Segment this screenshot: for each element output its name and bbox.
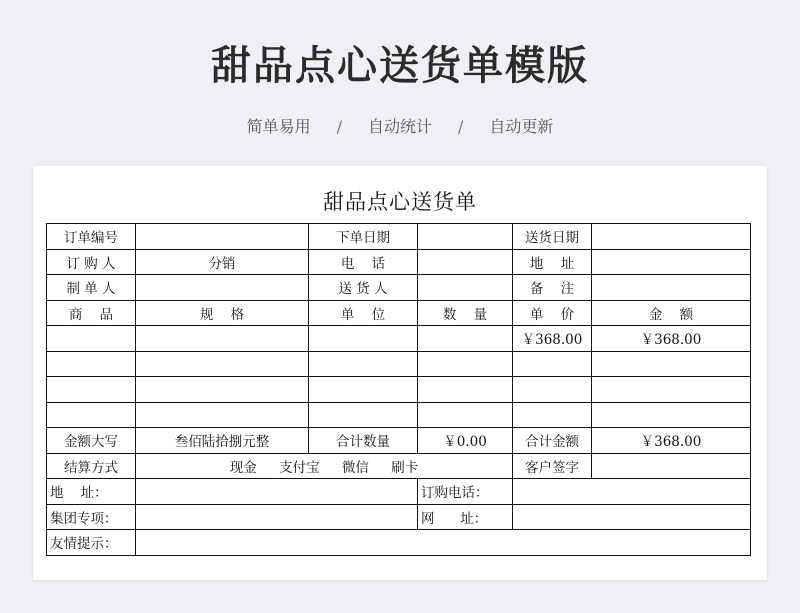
- order-date-label: 下单日期: [309, 224, 418, 250]
- phone-label: 电 话: [309, 249, 418, 275]
- total-amount-value[interactable]: ￥368.00: [592, 428, 751, 454]
- item-qty[interactable]: [418, 377, 513, 403]
- item-qty[interactable]: [418, 326, 513, 352]
- order-date-field[interactable]: [418, 224, 513, 250]
- subtitle-separator: /: [458, 117, 464, 136]
- delivery-date-field[interactable]: [592, 224, 751, 250]
- address-field[interactable]: [592, 249, 751, 275]
- subtitle-row: [0, 114, 800, 137]
- order-no-label: 订单编号: [47, 224, 136, 250]
- col-header-price: 单 价: [513, 300, 592, 326]
- item-spec[interactable]: [136, 402, 309, 428]
- signature-field[interactable]: [592, 453, 751, 479]
- item-row: [47, 377, 751, 403]
- subtitle-auto-update: 自动更新: [489, 117, 554, 136]
- payment-option-alipay[interactable]: 支付宝: [279, 459, 320, 476]
- order-no-field[interactable]: [136, 224, 309, 250]
- remark-field[interactable]: [592, 275, 751, 301]
- item-row: [47, 326, 751, 352]
- maker-label: 制 单 人: [47, 275, 136, 301]
- delivery-date-label: 送货日期: [513, 224, 592, 250]
- total-qty-label: 合计数量: [309, 428, 418, 454]
- footer-row: [47, 479, 751, 505]
- remark-label: 备 注: [513, 275, 592, 301]
- buyer-label: 订 购 人: [47, 249, 136, 275]
- tips-label: 友情提示：: [47, 530, 136, 556]
- item-unit[interactable]: [309, 377, 418, 403]
- settlement-row: [47, 453, 751, 479]
- table-row: [47, 224, 751, 250]
- footer-row: [47, 530, 751, 556]
- group-label: 集团专项：: [47, 504, 136, 530]
- col-header-amount: 金 额: [592, 300, 751, 326]
- table-row: [47, 275, 751, 301]
- col-header-unit: 单 位: [309, 300, 418, 326]
- website-label: 网 址：: [418, 504, 513, 530]
- deliverer-field[interactable]: [418, 275, 513, 301]
- footer-address-label: 地 址：: [47, 479, 136, 505]
- address-label: 地 址: [513, 249, 592, 275]
- subtitle-auto-stats: 自动统计: [367, 117, 432, 136]
- settlement-label: 结算方式: [47, 453, 136, 479]
- signature-label: 客户签字: [513, 453, 592, 479]
- item-amount[interactable]: [592, 351, 751, 377]
- item-product[interactable]: [47, 326, 136, 352]
- settlement-options: [136, 453, 513, 479]
- document-title: 甜品点心送货单: [323, 190, 477, 214]
- tips-field[interactable]: [136, 530, 751, 556]
- delivery-sheet: [33, 166, 767, 580]
- item-price[interactable]: [513, 402, 592, 428]
- buyer-field[interactable]: 分销: [136, 249, 309, 275]
- item-product[interactable]: [47, 402, 136, 428]
- item-product[interactable]: [47, 377, 136, 403]
- item-qty[interactable]: [418, 351, 513, 377]
- maker-field[interactable]: [136, 275, 309, 301]
- delivery-form-table: [46, 223, 751, 556]
- total-amount-label: 合计金额: [513, 428, 592, 454]
- payment-option-card[interactable]: 刷卡: [391, 459, 419, 476]
- item-product[interactable]: [47, 351, 136, 377]
- summary-row: [47, 428, 751, 454]
- item-spec[interactable]: [136, 326, 309, 352]
- col-header-spec: 规 格: [136, 300, 309, 326]
- total-qty-value[interactable]: ￥0.00: [418, 428, 513, 454]
- item-unit[interactable]: [309, 402, 418, 428]
- website-field[interactable]: [513, 504, 751, 530]
- item-amount[interactable]: [592, 377, 751, 403]
- footer-row: [47, 504, 751, 530]
- item-qty[interactable]: [418, 402, 513, 428]
- col-header-product: 商 品: [47, 300, 136, 326]
- item-amount[interactable]: [592, 402, 751, 428]
- order-phone-label: 订购电话：: [418, 479, 513, 505]
- item-row: [47, 402, 751, 428]
- item-amount[interactable]: ￥368.00: [592, 326, 751, 352]
- payment-option-cash[interactable]: 现金: [229, 459, 257, 476]
- amount-words-label: 金额大写: [47, 428, 136, 454]
- item-price[interactable]: ￥368.00: [513, 326, 592, 352]
- subtitle-separator: /: [336, 117, 342, 136]
- items-header-row: [47, 300, 751, 326]
- item-unit[interactable]: [309, 326, 418, 352]
- footer-address-field[interactable]: [136, 479, 418, 505]
- item-spec[interactable]: [136, 351, 309, 377]
- amount-words-value[interactable]: 叁佰陆拾捌元整: [136, 428, 309, 454]
- item-price[interactable]: [513, 377, 592, 403]
- order-phone-field[interactable]: [513, 479, 751, 505]
- payment-option-wechat[interactable]: 微信: [341, 459, 369, 476]
- subtitle-easy: 简单易用: [246, 117, 311, 136]
- item-spec[interactable]: [136, 377, 309, 403]
- group-field[interactable]: [136, 504, 418, 530]
- page-title: 甜品点心送货单模版: [211, 43, 589, 89]
- item-row: [47, 351, 751, 377]
- item-unit[interactable]: [309, 351, 418, 377]
- deliverer-label: 送 货 人: [309, 275, 418, 301]
- table-row: [47, 249, 751, 275]
- phone-field[interactable]: [418, 249, 513, 275]
- col-header-qty: 数 量: [418, 300, 513, 326]
- item-price[interactable]: [513, 351, 592, 377]
